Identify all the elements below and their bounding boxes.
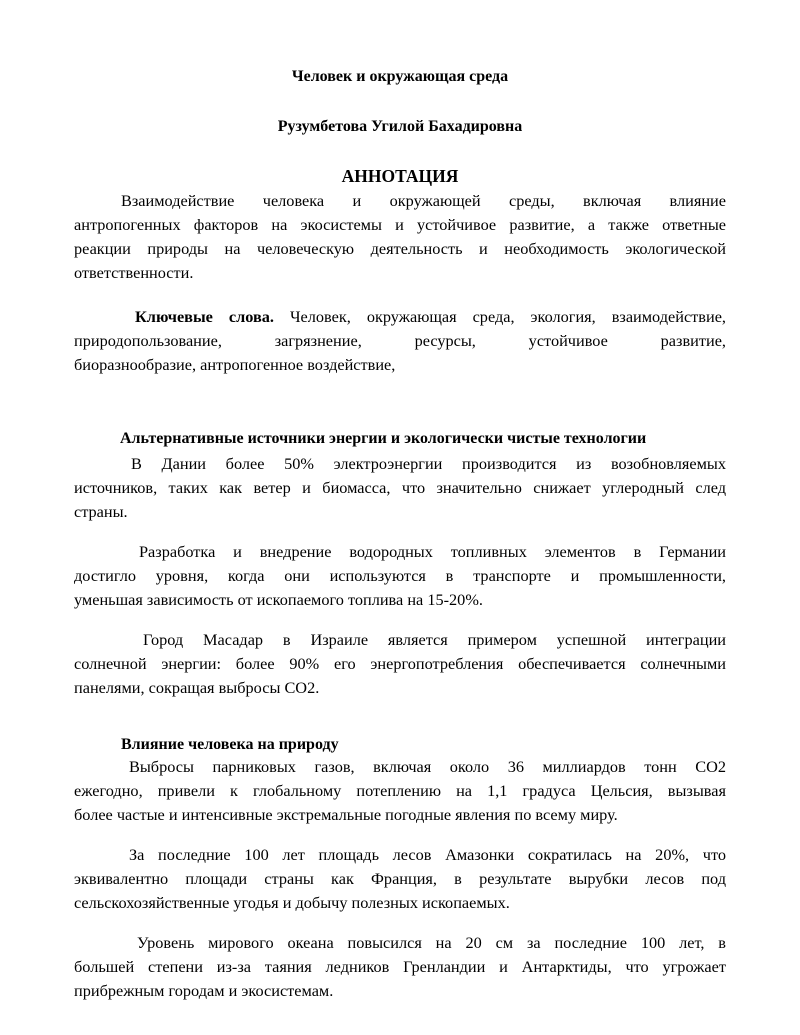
annotation-line: Взаимодействие человека и окружающей среды, включая влияние — [121, 191, 726, 210]
paragraph-line: панелями, сокращая выбросы CO2. — [74, 678, 320, 697]
document-title: Человек и окружающая среда — [291, 68, 509, 85]
section-heading-energy: Альтернативные источники энергии и экологически чистые технологии — [120, 430, 647, 447]
impact-paragraph-amazon — [74, 843, 726, 915]
document-author: Рузумбетова Угилой Бахадировна — [277, 118, 523, 135]
energy-paragraph-germany — [74, 540, 726, 612]
keywords-line: биоразнообразие, антропогенное воздействие, — [74, 355, 396, 374]
keywords-line — [74, 305, 726, 329]
paragraph-line: сельскохозяйственные угодья и добычу полезных ископаемых. — [74, 893, 510, 912]
paragraph-line: Разработка и внедрение водородных топливных элементов в Германии — [139, 542, 726, 561]
keywords-label: Ключевые слова. — [135, 307, 274, 326]
energy-paragraph-masdar — [74, 628, 726, 700]
paragraph-line: ежегодно, привели к глобальному потеплению на 1,1 градуса Цельсия, вызывая — [74, 781, 726, 800]
keywords-line: природопользование, загрязнение, ресурсы, устойчивое развитие, — [74, 331, 726, 350]
keywords-paragraph — [74, 305, 726, 377]
energy-paragraph-denmark — [74, 452, 726, 524]
paragraph-line: большей степени из-за таяния ледников Гренландии и Антарктиды, что угрожает — [74, 957, 726, 976]
annotation-line: антропогенных факторов на экосистемы и устойчивое развитие, а также ответные — [74, 215, 726, 234]
paragraph-line: более частые и интенсивные экстремальные погодные явления по всему миру. — [74, 805, 618, 824]
impact-paragraph-ocean — [74, 931, 726, 1003]
paragraph-line: В Дании более 50% электроэнергии производится из возобновляемых — [131, 454, 726, 473]
paragraph-line: солнечной энергии: более 90% его энергопотребления обеспечивается солнечными — [74, 654, 726, 673]
paragraph-line: прибрежным городам и экосистемам. — [74, 981, 334, 1000]
paragraph-line: Выбросы парниковых газов, включая около 36 миллиардов тонн CO2 — [129, 757, 726, 776]
annotation-line: реакции природы на человеческую деятельность и необходимость экологической — [74, 239, 726, 258]
impact-paragraph-emissions — [74, 755, 726, 827]
paragraph-line: Уровень мирового океана повысился на 20 см за последние 100 лет, в — [137, 933, 726, 952]
keywords-text: Человек, окружающая среда, экология, взаимодействие, — [289, 307, 726, 326]
paragraph-line: источников, таких как ветер и биомасса, что значительно снижает углеродный след — [74, 478, 726, 497]
paragraph-line: достигло уровня, когда они используются в транспорте и промышленности, — [74, 566, 726, 585]
annotation-heading: АННОТАЦИЯ — [341, 166, 459, 186]
annotation-line: ответственности. — [74, 263, 194, 282]
paragraph-line: эквивалентно площади страны как Франция, в результате вырубки лесов под — [74, 869, 726, 888]
paragraph-line: За последние 100 лет площадь лесов Амазонки сократилась на 20%, что — [129, 845, 726, 864]
paragraph-line: уменьшая зависимость от ископаемого топлива на 15-20%. — [74, 590, 483, 609]
annotation-paragraph — [74, 189, 726, 285]
section-heading-impact: Влияние человека на природу — [121, 736, 339, 753]
paragraph-line: страны. — [74, 502, 128, 521]
paragraph-line: Город Масадар в Израиле является примером успешной интеграции — [143, 630, 726, 649]
